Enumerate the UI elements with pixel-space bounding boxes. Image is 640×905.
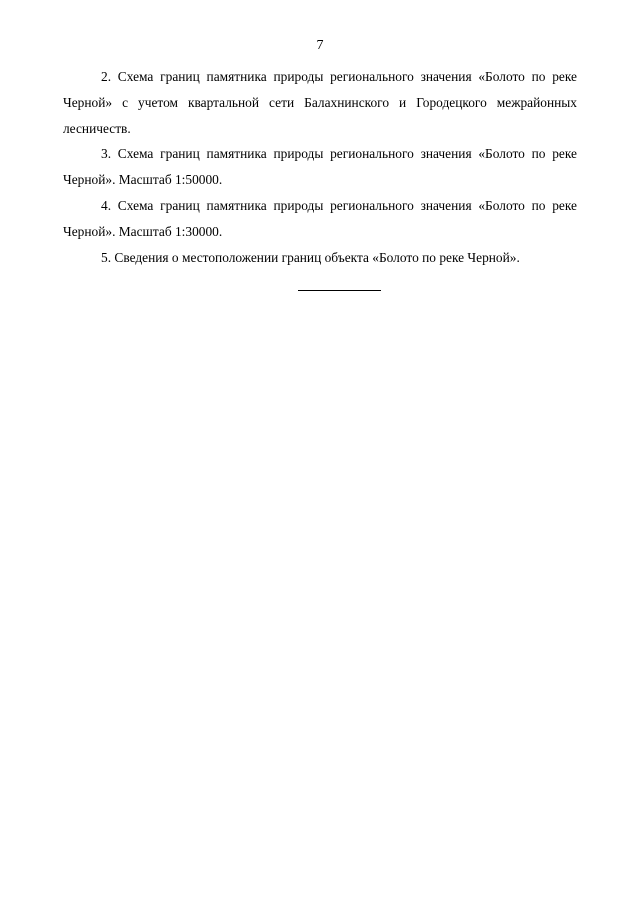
document-body — [63, 64, 577, 270]
list-item: 4. Схема границ памятника природы регионального значения «Болото по реке Черной». Масштаб 1:30000. — [63, 197, 577, 239]
end-rule — [298, 290, 381, 291]
list-item: 2. Схема границ памятника природы регионального значения «Болото по реке Черной» с учетом квартальной сети Балахнинского и Городецкого межрайонных лесничеств. — [63, 69, 577, 136]
list-item: 5. Сведения о местоположении границ объекта «Болото по реке Черной». — [101, 249, 520, 265]
page-number: 7 — [316, 38, 324, 53]
list-item: 3. Схема границ памятника природы регионального значения «Болото по реке Черной». Масштаб 1:50000. — [63, 146, 577, 188]
